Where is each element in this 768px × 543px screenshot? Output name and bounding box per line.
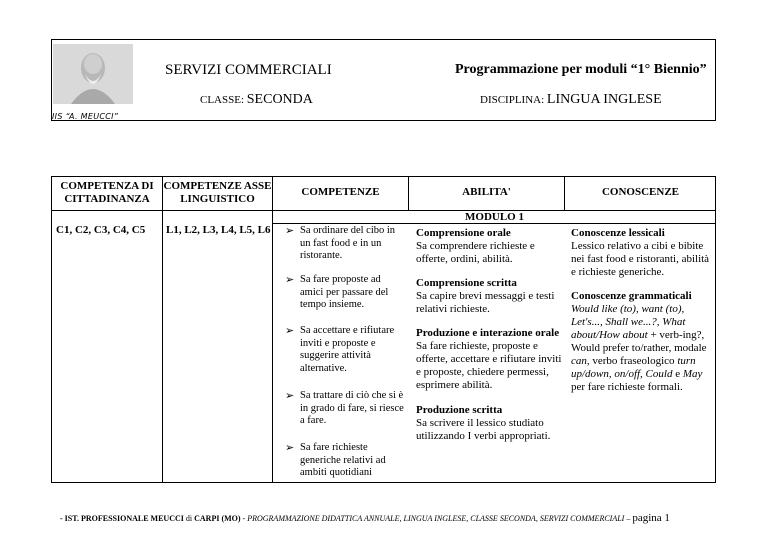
abilita-title: Comprensione orale bbox=[416, 227, 511, 239]
competenza-item: ➢ Sa accettare e rifiutare inviti e proposte e suggerire attività alternative. bbox=[285, 325, 395, 374]
page-title: SERVIZI COMMERCIALI bbox=[165, 62, 332, 78]
competenza-item: ➢ Sa ordinare del cibo in un fast food e in un ristorante. bbox=[285, 225, 396, 261]
abilita-block bbox=[416, 227, 564, 266]
lessicali-text: Lessico relativo a cibi e bibite nei fast food e ristoranti, abilità e richieste generiche. bbox=[571, 240, 710, 278]
classe-label: CLASSE: bbox=[200, 94, 245, 106]
abilita-text: Sa fare richieste, proposte e offerte, accettare e rifiutare inviti e proposte, chiedere permessi, esprimere abilità. bbox=[416, 340, 562, 391]
page-number: pagina 1 bbox=[632, 512, 670, 524]
header-box bbox=[51, 39, 716, 121]
competenza-item: ➢ Sa trattare di ciò che si è in grado di fare, si riesce a fare. bbox=[285, 390, 404, 426]
arrow-bullet-icon: ➢ bbox=[285, 442, 295, 454]
grammaticali-text: Would like (to), want (to), Let's..., Shall we...?, What about/How about + verb-ing?, Would prefer to/rather, modale can, verbo fraseologico turn up/down, on/off, Could e May per fare richieste formali. bbox=[571, 303, 707, 393]
disciplina-value: LINGUA INGLESE bbox=[546, 92, 662, 107]
program-title: Programmazione per moduli “1° Biennio” bbox=[455, 62, 707, 77]
disciplina-label: DISCIPLINA: bbox=[480, 94, 545, 106]
classe-line bbox=[200, 92, 313, 108]
page-footer: - IST. PROFESSIONALE MEUCCI di CARPI (MO) - PROGRAMMAZIONE DIDATTICA ANNUALE, LINGUA INGLESE, CLASSE SECONDA, SERVIZI COMMERCIALI – pagina 1 bbox=[60, 512, 670, 524]
abilita-title: Comprensione scritta bbox=[416, 277, 517, 289]
cittadinanza-codes: C1, C2, C3, C4, C5 bbox=[56, 224, 146, 236]
portrait-image bbox=[53, 44, 133, 104]
abilita-title: Produzione scritta bbox=[416, 404, 503, 416]
header-conoscenze: CONOSCENZE bbox=[601, 186, 680, 198]
column-divider bbox=[162, 176, 163, 483]
classe-value: SECONDA bbox=[246, 92, 313, 107]
arrow-bullet-icon: ➢ bbox=[285, 225, 295, 237]
conoscenze-lessicali bbox=[571, 227, 714, 279]
abilita-title: Produzione e interazione orale bbox=[416, 327, 560, 339]
header-competenza-cittadinanza: COMPETENZA DI CITTADINANZA bbox=[60, 180, 154, 205]
header-competenze-asse: COMPETENZE ASSE LINGUISTICO bbox=[163, 180, 272, 205]
arrow-bullet-icon: ➢ bbox=[285, 325, 295, 337]
abilita-text: Sa scrivere il lessico studiato utilizzando I verbi appropriati. bbox=[416, 417, 551, 442]
lessicali-title: Conoscenze lessicali bbox=[571, 227, 665, 239]
abilita-block bbox=[416, 404, 564, 443]
arrow-bullet-icon: ➢ bbox=[285, 390, 295, 402]
conoscenze-grammaticali bbox=[571, 290, 714, 394]
abilita-text: Sa capire brevi messaggi e testi relativi richieste. bbox=[416, 290, 555, 315]
module-title: MODULO 1 bbox=[465, 211, 524, 223]
arrow-bullet-icon: ➢ bbox=[285, 274, 295, 286]
school-logo: IIS “A. MEUCCI” bbox=[52, 112, 119, 121]
competenza-item: ➢ Sa fare richieste generiche relativi ad ambiti quotidiani bbox=[285, 442, 386, 478]
abilita-text: Sa comprendere richieste e offerte, ordini, abilità. bbox=[416, 240, 535, 265]
disciplina-line bbox=[480, 92, 662, 108]
header-competenze: COMPETENZE bbox=[301, 186, 380, 198]
abilita-block bbox=[416, 327, 566, 392]
competenza-item: ➢ Sa fare proposte ad amici per passare del tempo insieme. bbox=[285, 274, 389, 310]
grammaticali-title: Conoscenze grammaticali bbox=[571, 290, 692, 302]
asse-codes: L1, L2, L3, L4, L5, L6 bbox=[166, 224, 271, 236]
header-abilita: ABILITA' bbox=[462, 186, 511, 198]
abilita-block bbox=[416, 277, 564, 316]
